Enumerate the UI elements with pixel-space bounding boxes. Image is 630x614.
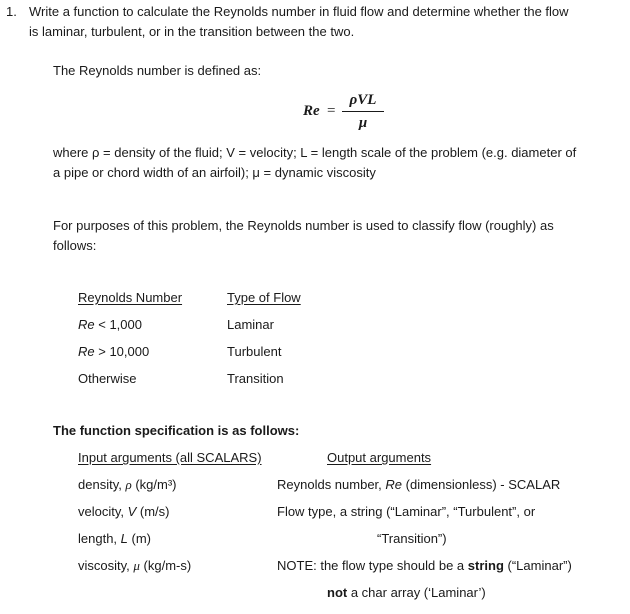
classification-row-type: Transition <box>227 371 284 386</box>
input-symbol: μ <box>133 558 140 573</box>
classification-row-re <box>78 371 137 386</box>
re-symbol: Re <box>78 317 95 332</box>
input-symbol: L <box>120 531 128 546</box>
output-label: Reynolds number, <box>277 477 386 492</box>
re-condition: > 10,000 <box>94 344 150 359</box>
outputs-header: Output arguments <box>327 450 432 465</box>
question-line-1: Write a function to calculate the Reynolds number in fluid flow and determine whether the flow <box>29 4 569 19</box>
definition-where-line-1: where ρ = density of the fluid; V = velocity; L = length scale of the problem (e.g. diameter of <box>53 145 577 160</box>
classification-intro-line-2: follows: <box>53 238 97 253</box>
formula-numerator: ρVL <box>349 92 377 108</box>
input-label: length, <box>78 531 121 546</box>
note-text: (“Laminar”) <box>503 558 572 573</box>
input-symbol: ρ <box>125 477 132 492</box>
definition-where-line-2: a pipe or chord width of an airfoil); μ = dynamic viscosity <box>53 165 376 180</box>
input-label: viscosity, <box>78 558 134 573</box>
output-flow-type-line-1: Flow type, a string (“Laminar”, “Turbulent”, or <box>277 504 536 519</box>
note-text: NOTE: the flow type should be a <box>277 558 468 573</box>
note-line-2 <box>327 585 486 600</box>
definition-intro: The Reynolds number is defined as: <box>53 63 262 78</box>
output-reynolds <box>277 477 560 492</box>
formula-lhs: Re <box>303 103 320 119</box>
input-label: velocity, <box>78 504 128 519</box>
classification-row-type: Laminar <box>227 317 274 332</box>
note-text: a char array (‘Laminar’) <box>347 585 486 600</box>
header-reynolds-number: Reynolds Number <box>78 290 183 305</box>
inputs-header: Input arguments (all SCALARS) <box>78 450 262 465</box>
output-description: (dimensionless) - SCALAR <box>402 477 561 492</box>
input-velocity <box>78 504 170 519</box>
input-length <box>78 531 151 546</box>
classification-row-re <box>78 344 149 359</box>
input-unit: (m/s) <box>136 504 170 519</box>
fraction-bar <box>342 111 384 112</box>
header-type-of-flow: Type of Flow <box>227 290 301 305</box>
re-condition: < 1,000 <box>94 317 142 332</box>
input-viscosity <box>78 558 191 574</box>
formula-equals: = <box>327 103 336 119</box>
input-unit: (kg/m³) <box>131 477 177 492</box>
classification-intro-line-1: For purposes of this problem, the Reynolds number is used to classify flow (roughly) as <box>53 218 554 233</box>
spec-heading: The function specification is as follows: <box>53 423 300 438</box>
input-unit: (kg/m-s) <box>139 558 192 573</box>
note-emphasis: not <box>327 585 348 600</box>
re-condition: Otherwise <box>78 371 137 386</box>
question-number: 1. <box>6 4 17 19</box>
output-flow-type-line-2: “Transition”) <box>377 531 447 546</box>
input-symbol: V <box>127 504 137 519</box>
note-emphasis: string <box>467 558 504 573</box>
note-line-1 <box>277 558 572 573</box>
formula-denominator: μ <box>358 115 368 131</box>
re-symbol: Re <box>385 477 403 492</box>
re-symbol: Re <box>78 344 95 359</box>
input-label: density, <box>78 477 126 492</box>
formula-fraction <box>342 91 384 131</box>
input-unit: (m) <box>127 531 151 546</box>
classification-row-type: Turbulent <box>227 344 282 359</box>
classification-row-re <box>78 317 142 332</box>
input-density <box>78 477 176 493</box>
question-line-2: is laminar, turbulent, or in the transition between the two. <box>29 24 355 39</box>
